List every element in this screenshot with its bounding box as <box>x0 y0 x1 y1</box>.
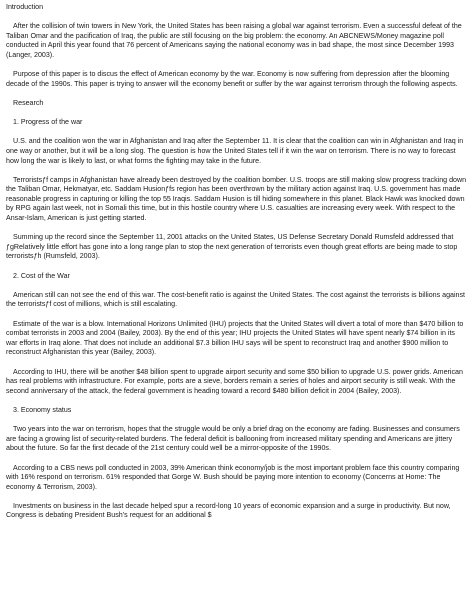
section-3-paragraph-1: Two years into the war on terrorism, hopes that the struggle would be only a brief drag on the economy are fading. Businesses and consumers are facing a growing list of security-related burdens. The federal deficit is ballooning from increased military spending and Americans are jittery about the future. So far the first decade of the 21st century could well be a mirror-opposite of the 1990s. <box>6 425 460 453</box>
intro-paragraph-1: After the collision of twin towers in New York, the United States has been raising a global war against terrorism. Even a successful defeat of the Taliban Omar and the pacification of Iraq, the public are still focusing on the big problem: the economy. An ABCNEWS/Money magazine poll conducted in April this year found that 76 percent of Americans saying the national economy was in bad shape, the most since December 1993 (Langer, 2003). <box>6 22 462 59</box>
section-3-heading: 3. Economy status <box>13 405 72 414</box>
section-2-paragraph-3: According to IHU, there will be another $48 billion spent to upgrade airport security and some $50 billion to upgrade U.S. power grids. American has real problems with infrastructure. For example, ports are a sieve, borders remain a series of holes and airport security is still weak. With the second anniversary of the attack, the federal government is heading toward a record $480 billion deficit in 2004 (Bailey, 2003). <box>6 367 463 395</box>
section-3-paragraph-2: According to a CBS news poll conducted in 2003, 39% American think economy/job is the most important problem face this country comparing with 16% respond on terrorism. 61% responded that Gorge W. Bush should be paying more intention to economy (Concerns at Home: The economy & Terrorism, 2003). <box>6 463 460 491</box>
section-2-heading: 2. Cost of the War <box>13 271 70 280</box>
title-heading: Introduction <box>6 3 44 11</box>
research-heading: Research <box>13 98 44 107</box>
section-1-paragraph-2: Terroristsƒf camps in Afghanistan have already been destroyed by the coalition bomber. U.S. troops are still making slow progress tracking down the Taliban Omar, Hekmatyar, etc. Saddam Husionƒfs region has been overthrown by the military action against Iraq. U.S. government has made reasonable progress in capturing or killing the top 55 Iraqis. Saddam Husion is till hiding somewhere in this planet. Black Hawk was knocked down by RPG again last week, not in Somali this time, but in this hostile country where U.S. casualties are increasing every week. With respect to the Ansar-Islam, American is just getting started. <box>6 175 467 223</box>
intro-paragraph-2: Purpose of this paper is to discus the effect of American economy by the war. Economy is now suffering from depression after the blooming decade of the 1990s. This paper is trying to answer will the economy benefit or suffer by the war against terrorism through the following aspects. <box>6 70 458 88</box>
section-2-paragraph-1: American still can not see the end of this war. The cost-benefit ratio is against the United States. The cost against the terrorists is billions against the terroristsƒf cost of millions, which is still escalating. <box>6 290 466 309</box>
section-3-paragraph-3: Investments on business in the last decade helped spur a record-long 10 years of economic expansion and a surge in productivity. But now, Congress is debating President Bush's request for an additional $ <box>6 501 451 520</box>
section-1-paragraph-3: Summing up the record since the September 11, 2001 attacks on the United States, US Defense Secretary Donald Rumsfeld addressed that ƒgRelatively little effort has gone into a long range plan to stop the next generation of terrorists even though great efforts are being made to stop terroristsƒh (Rumsfeld, 2003). <box>6 233 458 261</box>
section-2-paragraph-2: Estimate of the war is a blow. International Horizons Unlimited (IHU) projects that the United States will divert a total of more than $470 billion to combat terrorists in 2003 and 2004 (Bailey, 2003). By the end of this year; IHU projects the United States will have spent nearly $74 billion in its war efforts in Iraq alone. That does not include an additional $7.3 billion IHU says will be spent to reconstruct Iraq and another $900 million to reconstruct Afghanistan this year (Bailey, 2003). <box>6 319 464 357</box>
section-1-heading: 1. Progress of the war <box>13 118 83 127</box>
section-1-paragraph-1: U.S. and the coalition won the war in Afghanistan and Iraq after the September 11. It is clear that the coalition can win in Afghanistan and Iraq in one way or another, but it will be a long slog. The question is how the United States tell if it win the war on terrorism. There is no way to forecast how long the war is likely to last, or what forms the fighting may take in the future. <box>6 137 464 165</box>
